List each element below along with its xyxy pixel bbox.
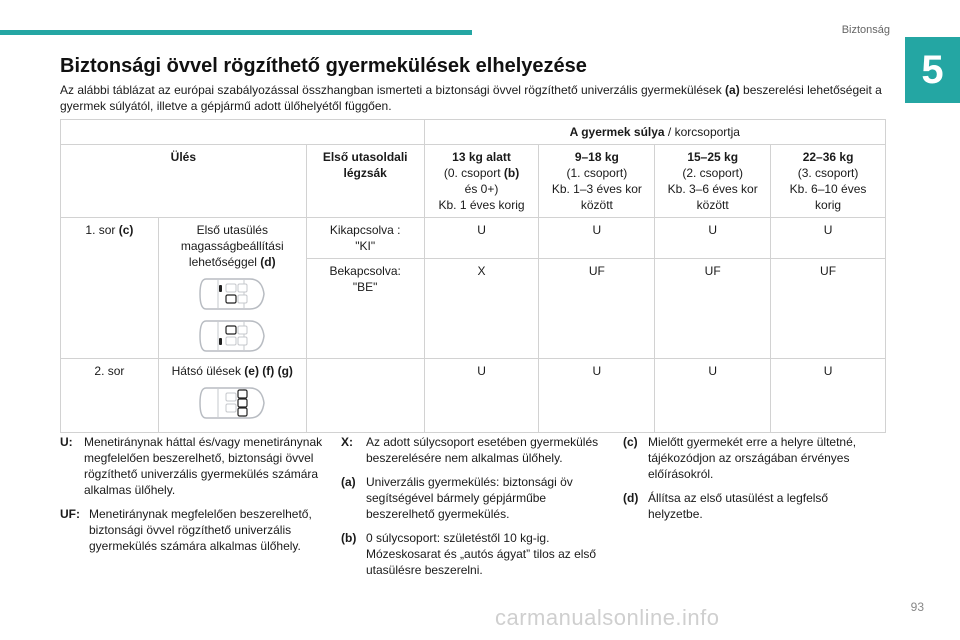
cell-value: U [539,218,655,259]
note-item: (b) 0 súlycsoport: születéstől 10 kg-ig. Mózeskosarat és „autós ágyat” tilos az első utasülésre beszerelni. [341,531,597,577]
page-number: 93 [910,600,924,614]
cell-value: U [424,359,539,433]
row2 [61,359,886,433]
row1-airbag-off: Kikapcsolva : "KI" [306,218,424,259]
chapter-tab: 5 [905,37,960,103]
row2-label: 2. sor [61,359,159,433]
group-header-row [61,120,886,145]
cell-value: X [424,259,539,359]
cell-value: U [771,359,886,433]
header-weight-2: 15–25 kg (2. csoport) Kb. 3–6 éves kor között [655,145,771,218]
cell-value: U [655,218,771,259]
row1-label: 1. sor (c) [61,218,159,359]
cell-value: UF [771,259,886,359]
weight-group-header: A gyermek súlya / korcsoportja [424,120,885,145]
header-weight-1: 9–18 kg (1. csoport) Kb. 1–3 éves kor között [539,145,655,218]
intro-ref: (a) [725,83,740,97]
cell-value: UF [655,259,771,359]
header-airbag: Első utasoldali légzsák [306,145,424,218]
note-item: (c) Mielőtt gyermekét erre a helyre ültetné, tájékozódjon az országában érvényes előírásokról. [623,435,857,481]
cell-value: UF [539,259,655,359]
top-accent-bar [0,30,472,35]
row1-seat: Első utasülés magasságbeállítási lehetőséggel (d) [158,218,306,359]
header-weight-0: 13 kg alatt (0. csoport (b) és 0+) Kb. 1 éves korig [424,145,539,218]
notes-middle [341,434,606,586]
cell-value: U [771,218,886,259]
header-seat: Ülés [61,145,307,218]
intro-paragraph: Az alábbi táblázat az európai szabályozással összhangban ismerteti a biztonsági övvel rögzíthető univerzális gyermekülések (a) beszerelési lehetőségeit a gyermek súlyától, illetve a gépjármű adott ülőhelyétől függően. [60,83,882,113]
column-header-row [61,145,886,218]
header-weight-3: 22–36 kg (3. csoport) Kb. 6–10 éves korig [771,145,886,218]
cell-value: U [539,359,655,433]
section-label: Biztonság [841,24,890,36]
note-item: U: Menetiránynak háttal és/vagy menetiránynak megfelelően beszerelhető, biztonsági övvel rögzíthető univerzális gyermekülés számára alkalmas ülőhely. [60,435,323,497]
note-item: (d) Állítsa az első utasülést a legfelső helyzetbe. [623,491,829,521]
child-seat-table [60,119,886,433]
watermark: carmanualsonline.info [495,605,720,630]
cell-value: U [655,359,771,433]
page-title: Biztonsági övvel rögzíthető gyermekülések elhelyezése [60,55,587,77]
note-item: (a) Univerzális gyermekülés: biztonsági öv segítségével bármely gépjárműbe beszerelhető gyermekülés. [341,475,573,521]
row2-seat: Hátsó ülések (e) (f) (g) [158,359,306,433]
car-top-view-icon [198,318,266,354]
row1-airbag-on: Bekapcsolva: "BE" [306,259,424,359]
notes-left [60,434,325,562]
cell-value: U [424,218,539,259]
car-top-view-icon [198,385,266,421]
note-item: X: Az adott súlycsoport esetében gyermekülés beszerelésére nem alkalmas ülőhely. [341,435,599,465]
notes-right [623,434,878,530]
car-top-view-icon [198,276,266,312]
row1-off [61,218,886,259]
note-item: UF: Menetiránynak megfelelően beszerelhető, biztonsági övvel rögzíthető univerzális gyermekülés számára alkalmas ülőhely. [60,507,312,553]
